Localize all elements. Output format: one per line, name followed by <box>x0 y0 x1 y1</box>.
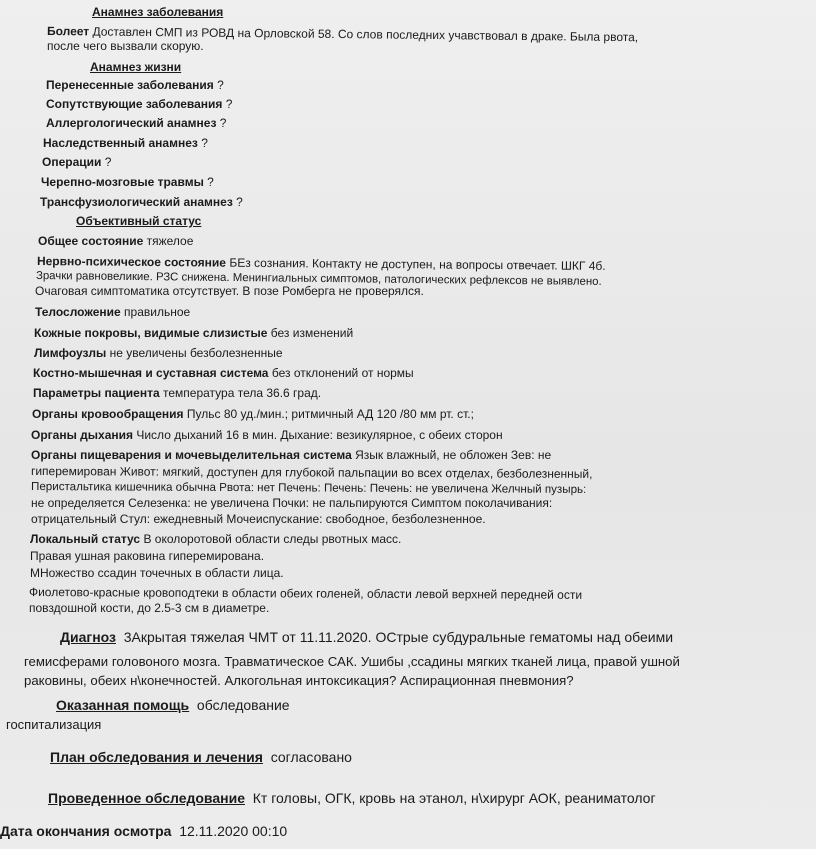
digestion-line-2: гиперемирован Живот: мягкий, доступен для глубокой пальпации во всех отделах, безболезненный, <box>30 464 593 481</box>
local-line-3: МНожество ссадин точечных в области лица. <box>30 566 284 580</box>
life-item: Черепно-мозговые травмы ? <box>41 175 214 189</box>
diagnosis-line-2: гемисферами головоного мозга. Травматическое САК. Ушибы ,ссадины мягких тканей лица, правой ушной <box>24 654 680 669</box>
patient-params: Параметры пациента температура тела 36.6 град. <box>33 386 322 400</box>
neuro-line-1: Нервно-психическое состояние БЕз сознания. Контакту не доступен, на вопросы отвечает. ШКГ 4б. <box>36 254 606 273</box>
anamnesis-disease-heading: Анамнез заболевания <box>92 5 224 19</box>
life-item: Сопутствующие заболевания ? <box>46 97 233 111</box>
exam-end-date: Дата окончания осмотра 12.11.2020 00:10 <box>0 823 288 839</box>
diagnosis-line-1: Диагноз 3Акрытая тяжелая ЧМТ от 11.11.2020. ОСтрые субдуральные гематомы над обеими <box>60 629 674 645</box>
life-item: Аллергологический анамнез ? <box>46 116 227 130</box>
treatment-plan: План обследования и лечения согласовано <box>50 749 352 765</box>
neuro-line-2: Зрачки равновеликие. РЗС снижена. Менингиальных симптомов, патологических рефлексов не выявлено. <box>35 270 602 288</box>
local-line-5: повздошной кости, до 2.5-3 см в диаметре. <box>29 601 270 615</box>
digestion-line-4: не определяется Селезенка: не увеличена Почки: не пальпируются Симптом поколачивания: <box>31 496 553 510</box>
objective-heading: Объективный статус <box>76 214 202 228</box>
anamnesis-life-heading: Анамнез жизни <box>90 60 182 74</box>
life-item: Перенесенные заболевания ? <box>46 78 224 92</box>
local-line-2: Правая ушная раковина гиперемирована. <box>30 549 265 563</box>
diagnosis-line-3: раковины, обеих н\конечностей. Алкогольная интоксикация? Аспирационная пневмония? <box>24 673 574 688</box>
life-item: Операции ? <box>42 155 112 169</box>
performed-exam: Проведенное обследование Кт головы, ОГК, кровь на этанол, н\хирург АОК, реаниматолог <box>48 790 656 806</box>
skin: Кожные покровы, видимые слизистые без изменений <box>34 326 354 340</box>
assistance: Оказанная помощь обследование <box>56 697 290 713</box>
local-status: Локальный статус В околоротовой области следы рвотных масс. <box>30 532 402 546</box>
digestion-line-1: Органы пищеварения и мочевыделительная система Язык влажный, не обложен Зев: не <box>31 448 552 462</box>
anamnesis-disease-text-2: после чего вызвали скорую. <box>47 39 204 53</box>
general-state: Общее состояние тяжелое <box>38 234 194 248</box>
life-item: Трансфузиологический анамнез ? <box>40 195 243 209</box>
digestion-line-3: Перистальтика кишечника обычна Рвота: нет Печень: Печень: Печень: не увеличена Желчный пузырь: <box>30 480 587 496</box>
life-item: Наследственный анамнез ? <box>43 136 208 150</box>
musculoskeletal: Костно-мышечная и суставная система без отклонений от нормы <box>33 366 414 380</box>
diagnosis-label: Диагноз <box>60 629 116 645</box>
anamnesis-disease-label: Болеет <box>46 24 90 39</box>
lymph-nodes: Лимфоузлы не увеличены безболезненные <box>34 346 283 360</box>
anamnesis-disease-text-1: Доставлен СМП из РОВД на Орловской 58. Со слов последних учавствовал в драке. Была рвота, <box>92 24 639 45</box>
respiration: Органы дыхания Число дыханий 16 в мин. Дыхание: везикулярное, с обеих сторон <box>31 428 503 442</box>
physique: Телосложение правильное <box>35 305 191 319</box>
digestion-line-5: отрицательный Стул: ежедневный Мочеиспускание: свободное, безболезненное. <box>31 512 486 526</box>
circulation: Органы кровообращения Пульс 80 уд./мин.; ритмичный АД 120 /80 мм рт. ст.; <box>32 407 474 421</box>
neuro-line-3: Очаговая симптоматика отсутствует. В позе Ромберга не проверялся. <box>35 284 424 298</box>
assistance-line-2: госпитализация <box>6 717 102 732</box>
local-line-4: Фиолетово-красные кровоподтеки в области обеих голеней, области левой верхней передней ости <box>28 585 583 602</box>
